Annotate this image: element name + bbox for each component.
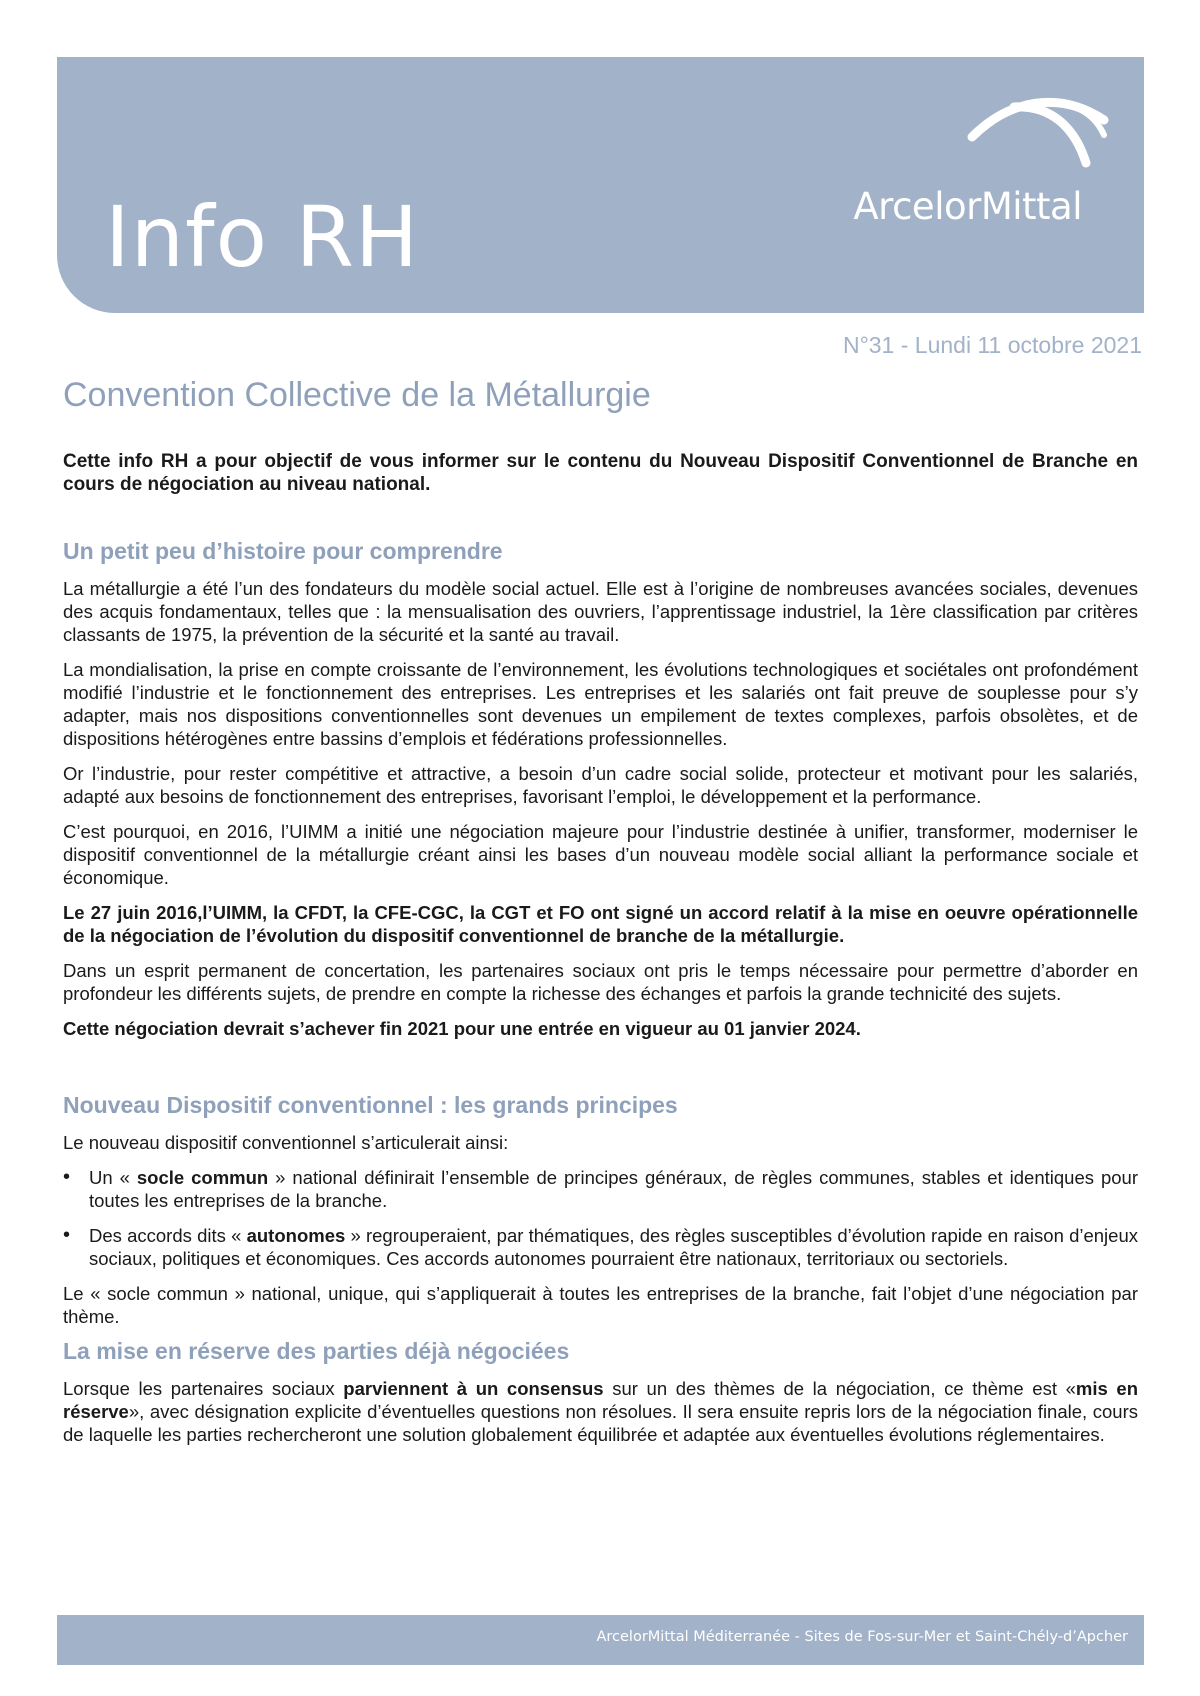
list-item (89, 1166, 1138, 1212)
header-banner (57, 57, 1144, 313)
footer-bar (57, 1615, 1144, 1665)
paragraph-bold: parviennent à un consensus (343, 1378, 604, 1399)
issue-date: N°31 - Lundi 11 octobre 2021 (842, 332, 1142, 358)
paragraph (63, 1377, 1138, 1446)
paragraph: La mondialisation, la prise en compte croissante de l’environnement, les évolutions technologiques et sociétales ont profondément modifié l’industrie et le fonctionnement des entreprises. Les entreprises et les salariés ont fait preuve de souplesse pour s’y adapter, mais nos dispositions conventionnelles sont devenues un empilement de textes complexes, parfois obsolètes, et de dispositions hétérogènes entre bassins d’emplois et fédérations professionnelles. (63, 659, 1138, 749)
paragraph-text: Lorsque les partenaires sociaux (63, 1378, 344, 1399)
banner-title: Info RH (105, 188, 420, 286)
paragraph-bold: Le 27 juin 2016,l’UIMM, la CFDT, la CFE-CGC, la CGT et FO ont signé un accord relatif à la mise en oeuvre opérationnelle de la négociation de l’évolution du dispositif conventionnel de branche de la métallurgie. (63, 902, 1138, 946)
paragraph-bold: Cette négociation devrait s’achever fin 2021 pour une entrée en vigueur au 01 janvier 2024. (63, 1018, 861, 1039)
list-item-bold: socle commun (136, 1167, 269, 1188)
paragraph: Or l’industrie, pour rester compétitive et attractive, a besoin d’un cadre social solide, protecteur et motivant pour les salariés, adapté aux besoins de fonctionnement des entreprises, favorisant l’emploi, le développement et la performance. (63, 763, 1138, 807)
logo-text: ArcelorMittal (853, 185, 1082, 228)
paragraph-bold: mis en réserve (63, 1378, 1138, 1422)
paragraph: Le nouveau dispositif conventionnel s’articulerait ainsi: (63, 1132, 509, 1153)
list-item-text: » national définirait l’ensemble de principes généraux, de règles communes, stables et identiques pour toutes les entreprises de la branche. (89, 1167, 1138, 1211)
paragraph: Dans un esprit permanent de concertation, les partenaires sociaux ont pris le temps nécessaire pour permettre d’aborder en profondeur les différents sujets, de prendre en compte la richesse des échanges et parfois la grande technicité des sujets. (63, 960, 1138, 1004)
document-title: Convention Collective de la Métallurgie (63, 376, 651, 414)
document-body (63, 450, 1138, 1458)
arcelormittal-logo (853, 85, 1114, 228)
list-item-text: Un « (89, 1167, 137, 1188)
section-heading-reserve: La mise en réserve des parties déjà négociées (63, 1338, 570, 1364)
list-item-bold: autonomes (246, 1225, 346, 1246)
logo-swoosh-icon (964, 85, 1114, 175)
paragraph: C’est pourquoi, en 2016, l’UIMM a initié une négociation majeure pour l’industrie destinée à unifier, transformer, moderniser le dispositif conventionnel de la métallurgie créant ainsi les bases d’un nouveau modèle social alliant la performance sociale et économique. (63, 821, 1138, 888)
footer-text: ArcelorMittal Méditerranée - Sites de Fos-sur-Mer et Saint-Chély-d’Apcher (596, 1629, 1128, 1645)
paragraph-text: », avec désignation explicite d’éventuelles questions non résolues. Il sera ensuite repris lors de la négociation finale, cours de laquelle les parties rechercheront une solution globalement équilibrée et adaptée aux éventuelles évolutions réglementaires. (63, 1401, 1138, 1445)
section-heading-principles: Nouveau Dispositif conventionnel : les grands principes (63, 1092, 678, 1118)
intro-paragraph: Cette info RH a pour objectif de vous informer sur le contenu du Nouveau Dispositif Conventionnel de Branche en cours de négociation au niveau national. (63, 451, 1138, 495)
paragraph-text: sur un des thèmes de la négociation, ce thème est « (603, 1378, 1076, 1399)
list-item-text: Des accords dits « (89, 1225, 247, 1246)
list-item (89, 1224, 1138, 1270)
principles-list (63, 1166, 1138, 1270)
section-heading-history: Un petit peu d’histoire pour comprendre (63, 538, 503, 564)
paragraph: La métallurgie a été l’un des fondateurs du modèle social actuel. Elle est à l’origine de nombreuses avancées sociales, devenues des acquis fondamentaux, telles que : la mensualisation des ouvriers, l’apprentissage industriel, la 1ère classification par critères classants de 1975, la prévention de la sécurité et la santé au travail. (63, 578, 1138, 645)
list-item-text: » regrouperaient, par thématiques, des règles susceptibles d’évolution rapide en raison d’enjeux sociaux, politiques et économiques. Ces accords autonomes pourraient être nationaux, territoriaux ou sectoriels. (89, 1225, 1138, 1269)
paragraph: Le « socle commun » national, unique, qui s’appliquerait à toutes les entreprises de la branche, fait l’objet d’une négociation par thème. (63, 1283, 1138, 1327)
